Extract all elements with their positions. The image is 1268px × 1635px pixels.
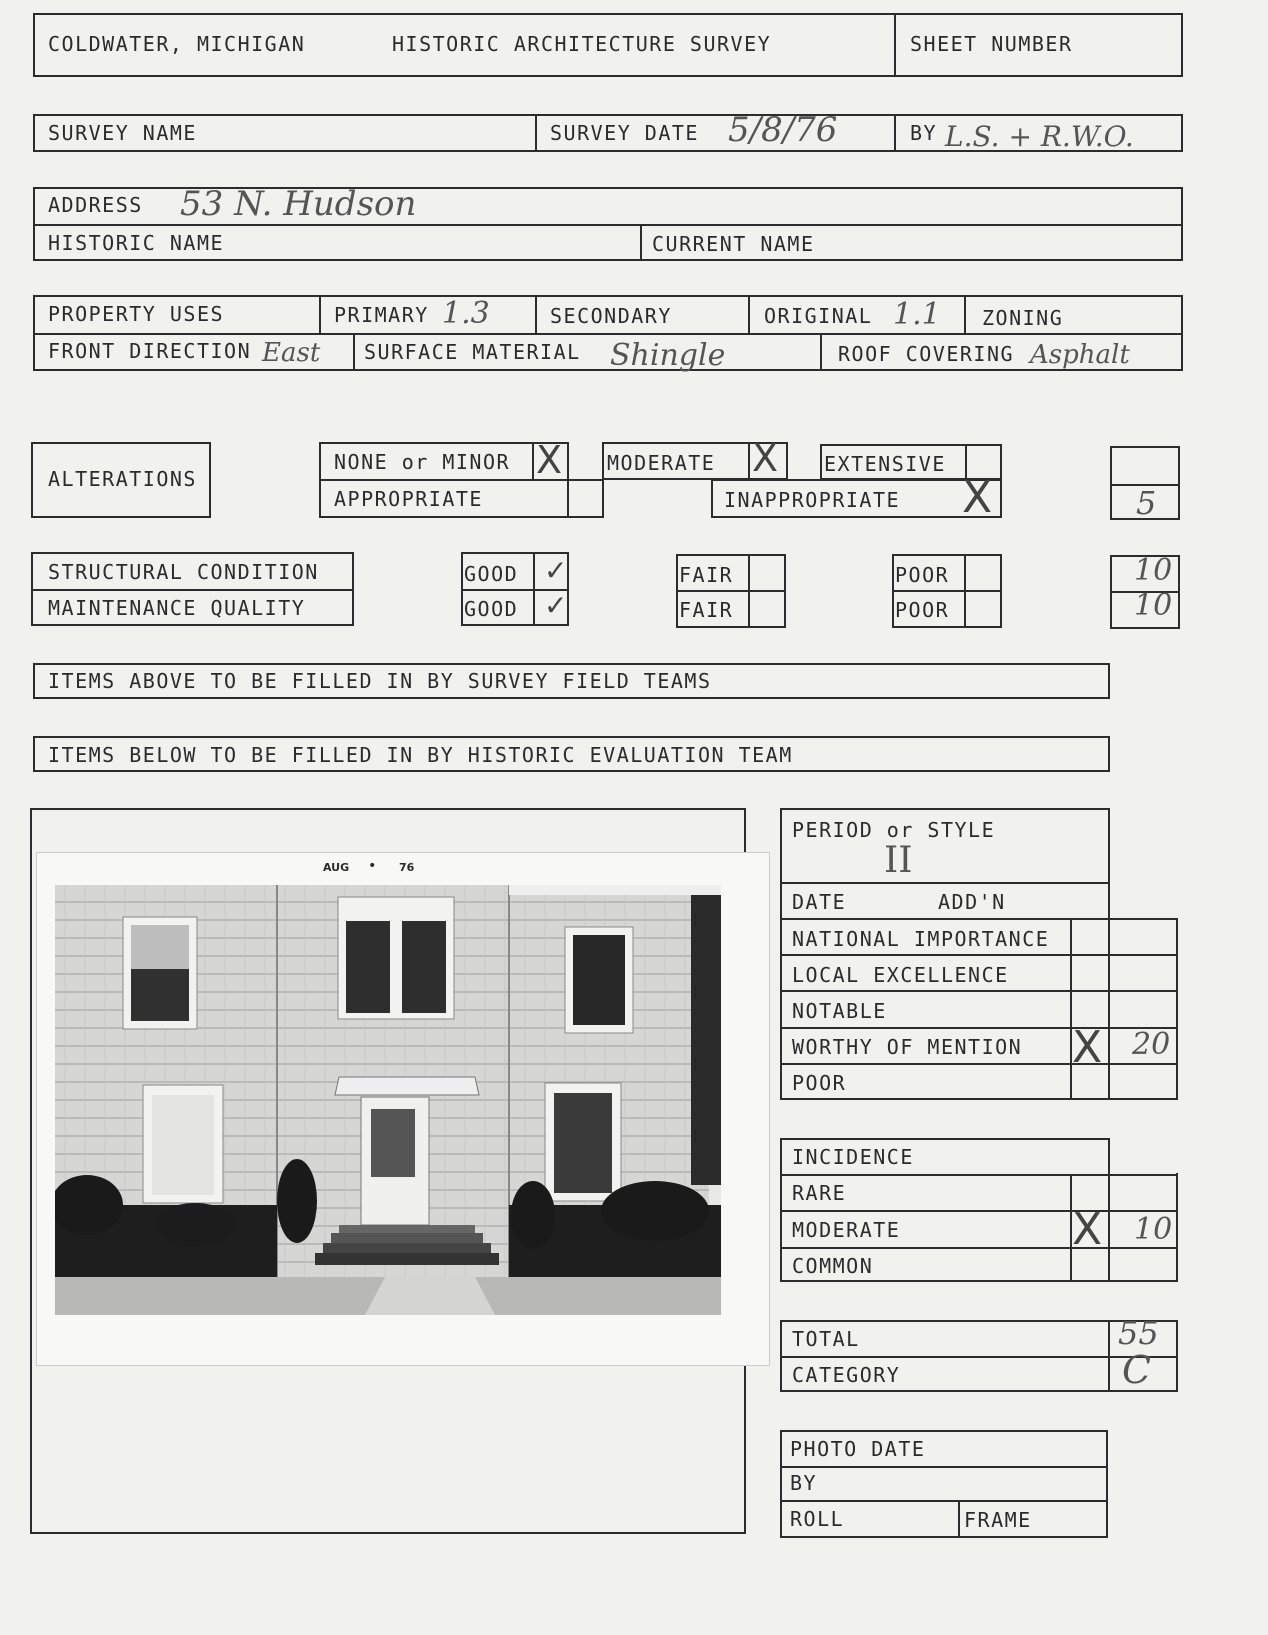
extensive-label: EXTENSIVE <box>824 452 946 476</box>
incidence-top-right-blank <box>1110 1138 1180 1173</box>
structural-mark: ✓ <box>544 554 568 587</box>
photo-info-line-2 <box>780 1500 1108 1502</box>
field-teams-text: ITEMS ABOVE TO BE FILLED IN BY SURVEY FIELD TEAMS <box>48 669 712 693</box>
roll-label: ROLL <box>790 1507 845 1531</box>
zoning-label: ZONING <box>982 306 1064 330</box>
secondary-label: SECONDARY <box>550 304 672 328</box>
alterations-label: ALTERATIONS <box>48 467 197 491</box>
survey-date-label: SURVEY DATE <box>550 121 699 145</box>
photo-info-col <box>958 1500 960 1538</box>
address-label: ADDRESS <box>48 193 143 217</box>
photo-date-label: PHOTO DATE <box>790 1437 926 1461</box>
address-divider <box>33 224 1183 226</box>
prop-div-3 <box>748 295 750 333</box>
property-divider <box>33 333 1183 335</box>
front-direction-label: FRONT DIRECTION <box>48 339 252 363</box>
moderate-check-divider <box>748 442 750 480</box>
worthy-score: 20 <box>1132 1027 1171 1062</box>
alterations-score: 5 <box>1136 484 1157 522</box>
none-minor-mark: X <box>536 438 563 482</box>
survey-date-value: 5/8/76 <box>728 110 838 150</box>
address-value: 53 N. Hudson <box>180 184 417 224</box>
sheet-number-label: SHEET NUMBER <box>910 32 1073 56</box>
photo-info-line-1 <box>780 1466 1108 1468</box>
local-excellence-label: LOCAL EXCELLENCE <box>792 963 1009 987</box>
fair-label-1: FAIR <box>679 563 734 587</box>
poor-label-2: POOR <box>895 598 950 622</box>
photo-by-label: BY <box>790 1471 818 1495</box>
fair-label-2: FAIR <box>679 598 734 622</box>
primary-value: 1.3 <box>442 296 490 331</box>
inappropriate-mark: X <box>962 472 993 523</box>
inappropriate-label: INAPPROPRIATE <box>724 488 901 512</box>
worthy-mark: X <box>1072 1022 1103 1073</box>
house-image <box>55 885 721 1315</box>
historic-name-label: HISTORIC NAME <box>48 231 225 255</box>
moderate-label: MODERATE <box>607 451 716 475</box>
common-label: COMMON <box>792 1254 874 1278</box>
photo-stamp-dot: • <box>368 858 377 874</box>
category-label: CATEGORY <box>792 1363 901 1387</box>
incidence-moderate-score: 10 <box>1134 1212 1173 1247</box>
good-label-2: GOOD <box>464 597 519 621</box>
rare-label: RARE <box>792 1181 847 1205</box>
frame-label: FRAME <box>964 1508 1032 1532</box>
date-label: DATE <box>792 890 847 914</box>
prop-div-2 <box>535 295 537 333</box>
prop-div-4 <box>964 295 966 333</box>
original-label: ORIGINAL <box>764 304 873 328</box>
structural-label: STRUCTURAL CONDITION <box>48 560 319 584</box>
none-minor-check-divider <box>532 442 534 479</box>
none-minor-label: NONE or MINOR <box>334 450 511 474</box>
survey-by-value: L.S. + R.W.O. <box>945 120 1134 153</box>
fair-div <box>748 554 750 628</box>
city-label: COLDWATER, MICHIGAN <box>48 32 306 56</box>
header-divider <box>894 13 896 77</box>
building-photo <box>36 852 770 1366</box>
good-div <box>533 552 535 626</box>
survey-name-label: SURVEY NAME <box>48 121 197 145</box>
total-label: TOTAL <box>792 1327 860 1351</box>
notable-label: NOTABLE <box>792 999 887 1023</box>
roof-covering-label: ROOF COVERING <box>838 342 1015 366</box>
eval-row-line-4 <box>780 1063 1178 1065</box>
inc-line-2 <box>780 1210 1178 1212</box>
front-direction-value: East <box>262 338 321 368</box>
totals-col <box>1108 1320 1110 1392</box>
alt-mid-line <box>319 479 569 481</box>
property-uses-label: PROPERTY USES <box>48 302 225 326</box>
eval-row-line-2 <box>780 990 1178 992</box>
survey-divider-1 <box>535 114 537 152</box>
eval-row-line-3 <box>780 1027 1178 1029</box>
original-value: 1.1 <box>893 297 941 332</box>
period-line <box>780 882 1110 884</box>
roof-covering-value: Asphalt <box>1030 340 1130 370</box>
national-importance-label: NATIONAL IMPORTANCE <box>792 927 1050 951</box>
surface-material-value: Shingle <box>610 338 726 373</box>
primary-label: PRIMARY <box>334 303 429 327</box>
evaluation-team-text: ITEMS BELOW TO BE FILLED IN BY HISTORIC EVALUATION TEAM <box>48 743 793 767</box>
current-name-label: CURRENT NAME <box>652 232 815 256</box>
maintenance-mark: ✓ <box>544 589 568 622</box>
form-title: HISTORIC ARCHITECTURE SURVEY <box>392 32 772 56</box>
eval-col-2 <box>1108 918 1110 1100</box>
survey-by-label: BY <box>910 121 938 145</box>
good-label-1: GOOD <box>464 562 519 586</box>
maintenance-label: MAINTENANCE QUALITY <box>48 596 306 620</box>
name-divider <box>640 224 642 261</box>
addn-label: ADD'N <box>938 890 1006 914</box>
eval-row-line-1 <box>780 954 1178 956</box>
appropriate-box-ext <box>567 479 604 518</box>
photo-stamp-year: 76 <box>399 861 415 874</box>
survey-divider-2 <box>894 114 896 152</box>
photo-stamp-month: AUG <box>323 861 350 874</box>
prop-div-1 <box>319 295 321 333</box>
moderate-mark: X <box>752 436 779 480</box>
maintenance-score: 10 <box>1134 588 1173 623</box>
category-value: C <box>1122 1348 1152 1392</box>
period-value: II <box>884 840 913 881</box>
total-value: 55 <box>1118 1314 1159 1352</box>
fair-mid <box>676 590 786 592</box>
poor-div <box>964 554 966 628</box>
surface-material-label: SURFACE MATERIAL <box>364 340 581 364</box>
incidence-moderate-label: MODERATE <box>792 1218 901 1242</box>
prop-div-6 <box>820 333 822 371</box>
incidence-moderate-mark: X <box>1072 1204 1103 1255</box>
period-label: PERIOD or STYLE <box>792 818 996 842</box>
incidence-label: INCIDENCE <box>792 1145 914 1169</box>
cond-line-1 <box>31 589 354 591</box>
eval-poor-label: POOR <box>792 1071 847 1095</box>
poor-mid <box>892 590 1002 592</box>
totals-line <box>780 1356 1178 1358</box>
inc-line-3 <box>780 1247 1178 1249</box>
worthy-of-mention-label: WORTHY OF MENTION <box>792 1035 1023 1059</box>
poor-label-1: POOR <box>895 563 950 587</box>
inc-line-1 <box>780 1174 1178 1176</box>
appropriate-label: APPROPRIATE <box>334 487 483 511</box>
prop-div-5 <box>353 333 355 371</box>
structural-score: 10 <box>1134 553 1173 588</box>
